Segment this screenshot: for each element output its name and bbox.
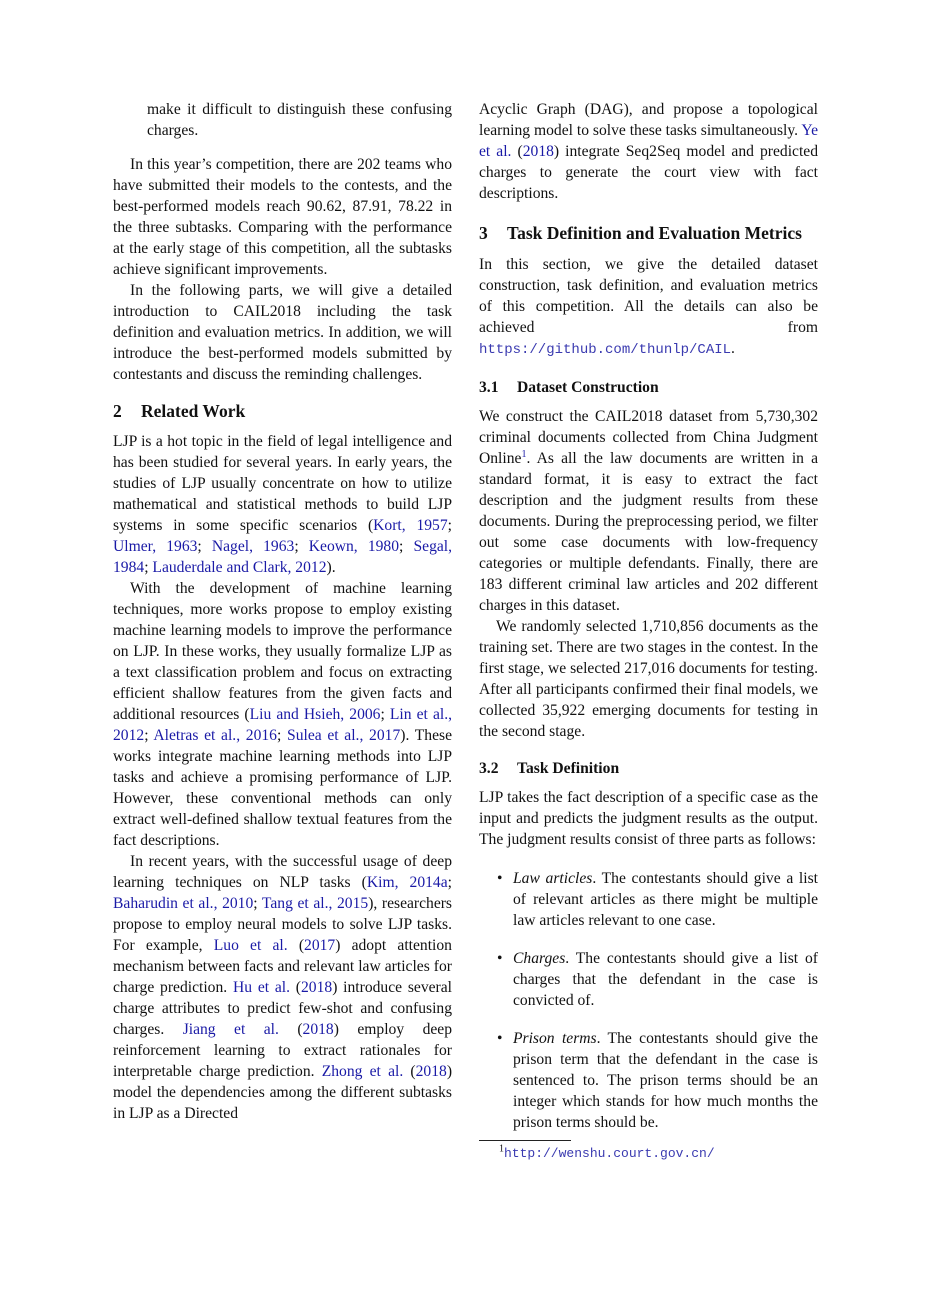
judgment-parts-list: [479, 868, 818, 1133]
citation-link[interactable]: Segal, 1984: [113, 538, 453, 576]
left-column: [113, 99, 452, 1124]
section-3-intro: In this section, we give the detailed dataset construction, task definition, and evaluation metrics of this competition. All the details can also be achieved from https://github.com/thunlp/CAIL.: [479, 256, 818, 358]
section-heading-related-work: 2 Related Work: [113, 401, 246, 421]
citation-link[interactable]: Lauderdale and Clark, 2012: [152, 559, 327, 576]
intro-paragraph-2: In the following parts, we will give a detailed introduction to CAIL2018 including the task definition and evaluation metrics. In addition, we will introduce the best-performed models submitted by contestants and discuss the reminding challenges.: [113, 282, 452, 383]
bullet-icon: •: [497, 1030, 503, 1047]
continued-list-item: make it difficult to distinguish these confusing charges.: [147, 101, 452, 139]
citation-link[interactable]: Hu et al.: [232, 979, 291, 996]
list-item: • Prison terms. The contestants should give the prison term that the defendant in the case is sentenced to. The prison terms should be an integer which stands for how much months the prison terms should be.: [497, 1030, 818, 1131]
list-item: • Charges. The contestants should give a list of charges that the defendant in the case is convicted of.: [497, 950, 818, 1009]
dataset-paragraph-1: We construct the CAIL2018 dataset from 5,730,302 criminal documents collected from China Judgment Online$^1$. As all the law documents are written in a standard format, it is easy to extract the fact description and the judgment results from these documents. During the preprocessing period, we filter out some case documents with low-frequency categories or multiple defendants. Finally, there are 183 different criminal law articles and 202 different charges in this dataset.: [479, 408, 818, 614]
citation-year-link[interactable]: 2018: [522, 143, 554, 160]
citation-year-link[interactable]: 2018: [302, 1021, 334, 1038]
citation-link[interactable]: Jiang et al.: [182, 1021, 279, 1038]
citation-link[interactable]: Tang et al., 2015: [261, 895, 369, 912]
citation-link[interactable]: Baharudin et al., 2010: [113, 895, 254, 912]
bullet-icon: •: [497, 870, 503, 887]
bullet-icon: •: [497, 950, 503, 967]
citation-link[interactable]: Aletras et al., 2016: [153, 727, 277, 744]
task-definition-paragraph: LJP takes the fact description of a specific case as the input and predicts the judgment results as the output. The judgment results consist of three parts as follows:: [479, 789, 818, 848]
citation-link[interactable]: Luo et al.: [213, 937, 288, 954]
citation-link[interactable]: Keown, 1980: [308, 538, 400, 555]
list-item: • Law articles. The contestants should give a list of relevant articles as there might be multiple law articles relevant to one case.: [497, 870, 818, 929]
subsection-heading-task-definition: 3.2 Task Definition: [479, 760, 620, 777]
footnote-marker-link[interactable]: 1: [521, 448, 527, 460]
citation-year-link[interactable]: 2017: [304, 937, 336, 954]
citation-link[interactable]: Ulmer, 1963: [113, 538, 198, 555]
citation-link[interactable]: Ye et al.: [479, 122, 818, 160]
citation-link[interactable]: Kort, 1957: [373, 517, 448, 534]
related-work-paragraph-1: LJP is a hot topic in the field of legal intelligence and has been studied for several years. In early years, the studies of LJP usually concentrate on how to utilize mathematical and statistical methods to build LJP systems in some specific scenarios (Kort, 1957; Ulmer, 1963; Nagel, 1963; Keown, 1980; Segal, 1984; Lauderdale and Clark, 2012).: [113, 433, 453, 576]
footnote-divider: [479, 1140, 571, 1141]
citation-year-link[interactable]: 2018: [301, 979, 333, 996]
footnote-url-link[interactable]: http://wenshu.court.gov.cn/: [504, 1146, 715, 1161]
citation-link[interactable]: Lin et al., 2012: [113, 706, 453, 744]
section-heading-task-definition: 3 Task Definition and Evaluation Metrics: [479, 223, 802, 243]
subsection-heading-dataset-construction: 3.1 Dataset Construction: [479, 379, 659, 396]
footnote: $^1$http://wenshu.court.gov.cn/: [499, 1143, 715, 1161]
related-work-paragraph-2: With the development of machine learning techniques, more works propose to employ existing machine learning models to improve the performance on LJP. In these works, they usually formalize LJP as a text classification problem and focus on extracting efficient shallow features from the given facts and additional resources (Liu and Hsieh, 2006; Lin et al., 2012; Aletras et al., 2016; Sulea et al., 2017). These works integrate machine learning methods into LJP tasks and achieve a promising performance of LJP. However, these conventional methods can only extract well-defined shallow textual features from the fact descriptions.: [113, 580, 453, 849]
dataset-paragraph-2: We randomly selected 1,710,856 documents as the training set. There are two stages in the contest. In the first stage, we selected 217,016 documents for testing. After all participants confirmed their final models, we collected 35,922 emerging documents for testing in the second stage.: [479, 618, 818, 740]
citation-link[interactable]: Kim, 2014a: [366, 874, 448, 891]
related-work-paragraph-3: In recent years, with the successful usage of deep learning techniques on NLP tasks (Kim, 2014a; Baharudin et al., 2010; Tang et al., 2015), researchers propose to employ neural models to solve LJP tasks. For example, Luo et al. (2017) adopt attention mechanism between facts and relevant law articles for charge prediction. Hu et al. (2018) introduce several charge attributes to predict few-shot and confusing charges. Jiang et al. (2018) employ deep reinforcement learning to extract rationales for interpretable charge prediction. Zhong et al. (2018) model the dependencies among the different subtasks in LJP as a Directed: [113, 853, 453, 1122]
citation-link[interactable]: Sulea et al., 2017: [287, 727, 401, 744]
intro-paragraph-1: In this year’s competition, there are 202 teams who have submitted their models to the contests, and the best-performed models reach 90.62, 87.91, 78.22 in the three subtasks. Comparing with the performance at the early stage of this competition, all the subtasks achieve significant improvements.: [113, 156, 452, 278]
citation-year-link[interactable]: 2018: [415, 1063, 447, 1080]
citation-link[interactable]: Liu and Hsieh, 2006: [249, 706, 381, 723]
citation-link[interactable]: Zhong et al.: [321, 1063, 404, 1080]
citation-link[interactable]: Nagel, 1963: [211, 538, 295, 555]
right-column: [479, 99, 818, 1163]
github-url-link[interactable]: https://github.com/thunlp/CAIL: [479, 342, 732, 358]
continued-paragraph: Acyclic Graph (DAG), and propose a topological learning model to solve these tasks simultaneously. Ye et al. (2018) integrate Seq2Seq model and predicted charges to generate the court view with fact descriptions.: [479, 101, 819, 202]
